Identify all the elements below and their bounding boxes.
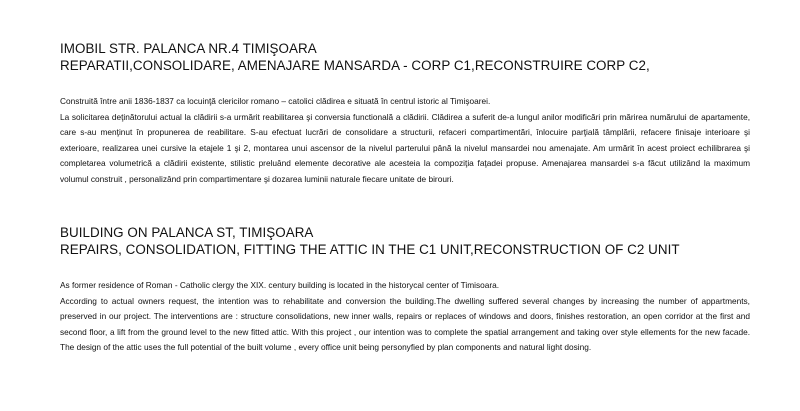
english-paragraph-1: As former residence of Roman - Catholic clergy the XIX. century building is located in the historycal center of Timisoara.	[60, 280, 500, 290]
romanian-title-line2: REPARATII,CONSOLIDARE, AMENAJARE MANSARDA - CORP C1,RECONSTRUIRE CORP C2,	[60, 58, 650, 73]
english-body	[60, 278, 750, 356]
english-title-line1: BUILDING ON PALANCA ST, TIMIŞOARA	[60, 225, 314, 240]
english-paragraph-2: According to actual owners request, the intention was to rehabilitate and conversion the building.The dwelling suffered several changes by increasing the number of appartments, preserved in our project. The interventions are : structure consolidations, new inner walls, repairs or replaces of windows and doors, finishes restoration, an open corridor at the first and second floor, a lift from the ground level to the new fitted attic. With this project , our intention was to complete the spatial arrangement and taking over style ellements for the new facade. The design of the attic uses the full potential of the built volume , every office unit being personyfied by plan components and natural light dosing.	[60, 295, 750, 353]
romanian-paragraph-1: Construită între anii 1836-1837 ca locuinţă clericilor romano – catolici clădirea e situată în centrul istoric al Timişoarei.	[60, 96, 491, 106]
romanian-body	[60, 94, 750, 188]
romanian-section	[60, 40, 750, 188]
romanian-paragraph-2: La solicitarea deţinătorului actual la clădirii s-a urmărit reabilitarea şi conversia functională a clădirii. Clădirea a suferit de-a lungul anilor modificări prin mărirea numărului de apartamente, care s-au menţinut în propunerea de reabilitare. S-au efectuat lucrări de consolidare a structurii, refaceri compartimentări, înlocuire parţială tâmplării, refacere finisaje interioare şi exterioare, realizarea unei cursive la etajele 1 şi 2, montarea unui ascensor de la nivelul parterului până la nivelul mansardei nou amenajate. Am urmărit în acest proiect echilibrarea şi completarea volumetrică a clădirii existente, stilistic preluând elemente decorative ale acesteia la compoziţia faţadei propuse. Amenajarea mansardei s-a făcut utilizând la maximum volumul construit , personalizând prin compartimentare şi dozarea luminii naturale fiecare unitate de birouri.	[60, 111, 750, 184]
english-title-line2: REPAIRS, CONSOLIDATION, FITTING THE ATTIC IN THE C1 UNIT,RECONSTRUCTION OF C2 UNIT	[60, 242, 680, 257]
romanian-title-line1: IMOBIL STR. PALANCA NR.4 TIMIŞOARA	[60, 41, 317, 56]
english-section	[60, 224, 750, 356]
